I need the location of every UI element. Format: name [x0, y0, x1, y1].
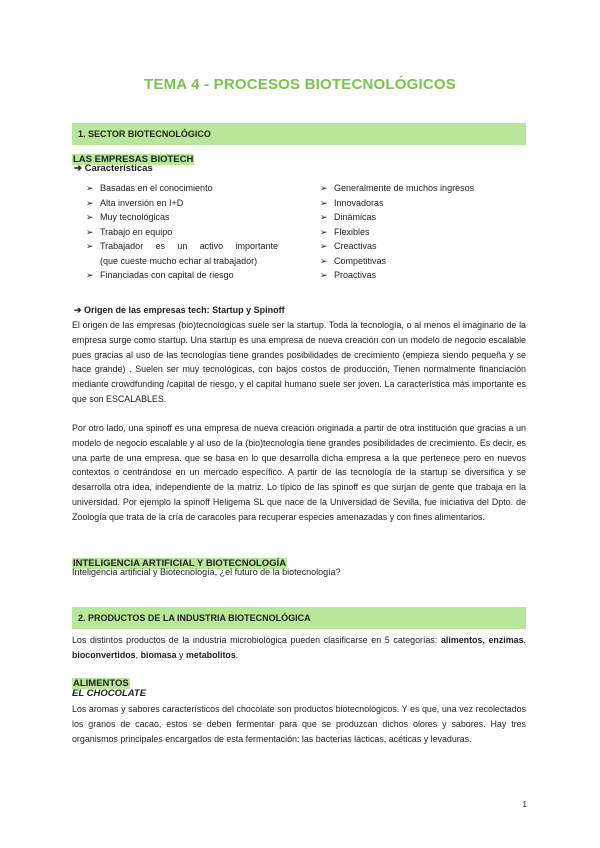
chocolate-heading: EL CHOCOLATE [72, 688, 147, 699]
bullet-arrow-icon: ➢ [86, 270, 94, 280]
chocolate-paragraph: Los aromas y sabores característicos del chocolate son productos biotecnológicos. Y es que, una vez recolectados los granos de cacao, estos se deben fermentar para que se produzcan dichos olores y sabores. Hay tres organismos principales encargados de esta fermentación: las bacterias lácticas, acéticas y levaduras. [72, 704, 526, 744]
list-item: ➢ Competitivas [320, 254, 474, 269]
page-title: TEMA 4 - PROCESOS BIOTECNOLÓGICOS [144, 76, 456, 93]
list-item: ➢ Financiadas con capital de riesgo [86, 268, 278, 283]
list-item: ➢ Alta inversión en I+D [86, 196, 278, 211]
caracteristicas-heading: ➔ Características [74, 163, 153, 174]
bullet-arrow-icon: ➢ [86, 241, 94, 251]
section-1-header: 1. SECTOR BIOTECNOLÓGICO [72, 123, 526, 145]
ia-heading-label: INTELIGENCIA ARTIFICIAL Y BIOTECNOLOGÍA [73, 558, 287, 569]
list-item: ➢ Generalmente de muchos ingresos [320, 181, 474, 196]
bullet-arrow-icon: ➢ [320, 212, 328, 222]
alimentos-label: ALIMENTOS [73, 678, 129, 689]
bullet-arrow-icon: ➢ [320, 183, 328, 193]
bullet-arrow-icon: ➢ [320, 241, 328, 251]
list-item: ➢ Proactivas [320, 268, 474, 283]
page-number: 1 [522, 800, 527, 809]
list-item: ➢ Basadas en el conocimiento [86, 181, 278, 196]
bullet-arrow-icon: ➢ [320, 197, 328, 208]
startup-paragraph: El origen de las empresas (bio)tecnologicas suele ser la startup. Toda la tecnología, o al menos el imaginario de la empresa surge como startup. Una startup es una empresa de nueva creación con un modelo de negocio escalable pues gracias al uso de las tecnologías tiene grandes posibilidades de crecimiento (empieza siendo pequeña y se hace grande) . Suelen ser muy tecnológicas, con bajos costos de producción, Tienen normalmente financiación mediante crowdfunding /capital de riesgo, y el capital humano suele ser joven. La característica más importante es que son ESCALABLES. [72, 320, 526, 404]
left-bullet-list [86, 181, 278, 283]
list-item: ➢ Flexibles [320, 225, 474, 240]
section-2-header: 2. PRODUCTOS DE LA INDUSTRIA BIOTECNOLÓGICA [72, 607, 526, 629]
bullet-arrow-icon: ➢ [86, 197, 94, 208]
bullet-arrow-icon: ➢ [86, 226, 94, 237]
list-item: ➢ Innovadoras [320, 196, 474, 211]
empresas-biotech-label: LAS EMPRESAS BIOTECH [73, 154, 194, 165]
bullet-arrow-icon: ➢ [86, 212, 94, 222]
bullet-arrow-icon: ➢ [320, 270, 328, 280]
bullet-arrow-icon: ➢ [320, 255, 328, 266]
list-item: ➢ Trabajador es un activo importante [86, 239, 278, 254]
list-item: ➢ Creactivas [320, 239, 474, 254]
list-item: ➢ Muy tecnológicas [86, 210, 278, 225]
list-item: ➢ Trabajo en equipo [86, 225, 278, 240]
productos-intro: Los distintos productos de la industria microbiológica pueden clasificarse en 5 categorías: alimentos, enzimas, bioconvertidos, biomasa y metabolitos. [72, 635, 526, 660]
bullet-arrow-icon: ➢ [320, 226, 328, 237]
list-item: ➢ Dinámicas [320, 210, 474, 225]
list-item-continuation: (que cueste mucho echar al trabajador) [100, 255, 258, 266]
ia-text: Inteligencia artificial y Biotecnología, ¿el futuro de la biotecnología? [72, 567, 341, 577]
origen-heading: ➔ Origen de las empresas tech: Startup y Spinoff [74, 305, 285, 315]
right-bullet-list [320, 181, 474, 283]
spinoff-paragraph: Por otro lado, una spinoff es una empresa de nueva creación originada a partir de otra institución que gracias a un modelo de negocio escalable y al uso de la (bio)tecnología tiene grandes posibilidades de crecimiento. Es decir, es una parte de una empresa. que se basa en lo que desarrolla dicha empresa a la que pertenece pero en nuevos contextos o centrándose en un mercado específico. A partir de las tecnología de la startup se diversifica y se desarrolla otra idea, independiente de la matriz. Lo típico de las spinoff es que surjan de gente que trabaja en la universidad. Por ejemplo la spinoff Heligema SL que nace de la Universidad de Sevilla, fue iniciativa del Dpto. de Zoología que trata de la cría de caracoles para recuperar especies amenazadas y con fines alimentarios. [72, 423, 526, 522]
bullet-arrow-icon: ➢ [86, 183, 94, 193]
